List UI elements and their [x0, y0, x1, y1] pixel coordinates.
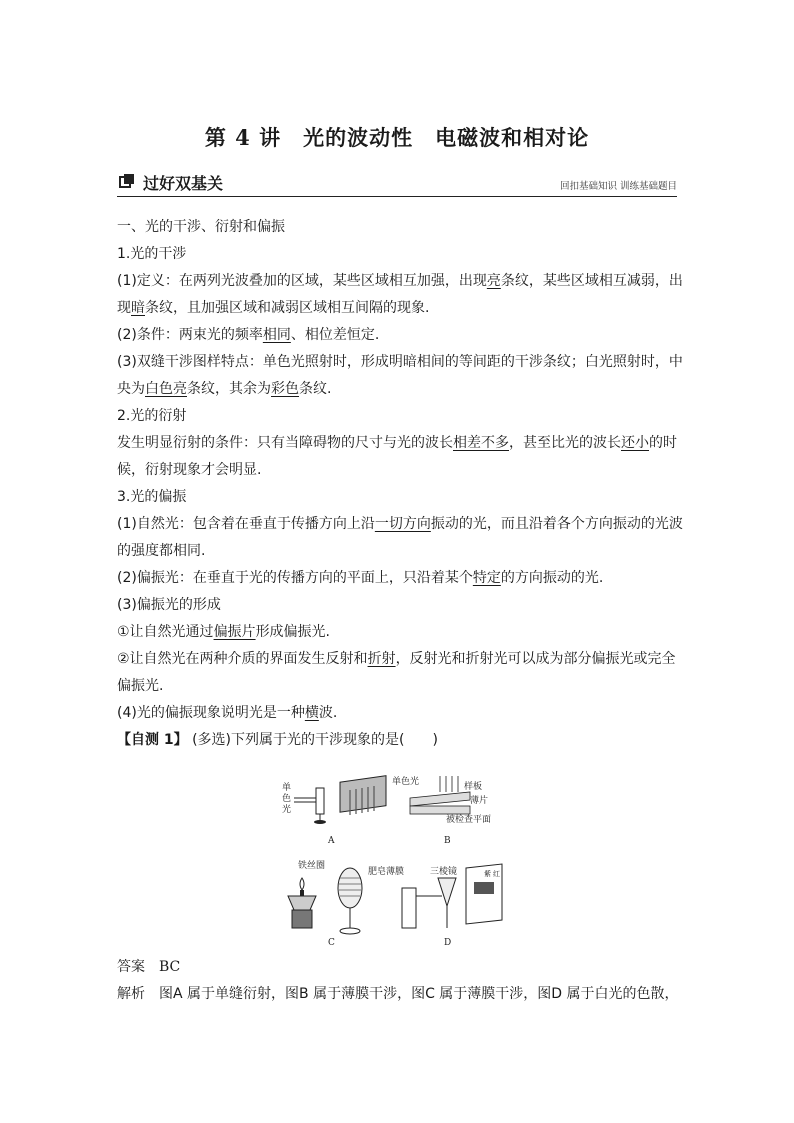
section-label: 过好双基关: [143, 174, 224, 193]
figure-c: [288, 859, 404, 948]
figure-a-light-1: 单: [282, 783, 292, 793]
s3-p5-line2: 偏振光.: [117, 678, 164, 694]
figure-d-spectrum-violet: 紫: [484, 870, 491, 878]
s3-p5-line1: ②让自然光在两种介质的界面发生反射和折射，反射光和折射光可以成为部分偏振光或完全: [117, 651, 676, 667]
figure-a: [282, 776, 386, 846]
s3-p2: (2)偏振光：在垂直于光的传播方向的平面上，只沿着某个特定的方向振动的光.: [117, 570, 604, 586]
figure-a-light-2: 色: [282, 794, 292, 804]
figure-c-film: 肥皂薄膜: [368, 867, 405, 877]
question-figure: [270, 770, 540, 950]
question: [117, 730, 438, 750]
figure-c-ring: 铁丝圈: [298, 861, 326, 871]
figure-b: [392, 775, 491, 846]
s3-p3: (3)偏振光的形成: [117, 597, 221, 613]
figure-a-label: A: [328, 836, 335, 846]
s1-p2: (2)条件：两束光的频率相同、相位差恒定.: [117, 327, 380, 343]
section-icon: [119, 173, 135, 189]
s2-title: 2.光的衍射: [117, 408, 187, 424]
s1-p3-line2: 央为白色亮条纹，其余为彩色条纹.: [117, 381, 332, 397]
question-tag: 【自测 1】: [117, 732, 188, 748]
figure-b-label: B: [444, 836, 451, 846]
s1-p3-line1: (3)双缝干涉图样特点：单色光照射时，形成明暗相间的等间距的干涉条纹；白光照射时，中: [117, 354, 683, 370]
s3-p1-line1: (1)自然光：包含着在垂直于传播方向上沿一切方向振动的光，而且沿着各个方向振动的光波: [117, 516, 683, 532]
figure-d: [402, 864, 502, 948]
figure-b-plate: 样板: [464, 782, 483, 792]
section-header: [117, 170, 677, 197]
answer: 答案 BC: [117, 959, 181, 975]
figure-c-label: C: [328, 938, 335, 948]
s1-p1-line1: (1)定义：在两列光波叠加的区域，某些区域相互加强，出现亮条纹，某些区域相互减弱，出: [117, 273, 683, 289]
s3-p6: (4)光的偏振现象说明光是一种横波.: [117, 705, 338, 721]
s1-title: 1.光的干涉: [117, 246, 187, 262]
question-text: (多选)下列属于光的干涉现象的是( ): [192, 732, 438, 748]
figure-d-prism: 三棱镜: [430, 867, 458, 877]
heading-interference-diffraction-polarization: 一、光的干涉、衍射和偏振: [117, 219, 285, 235]
analysis: 解析 图A 属于单缝衍射，图B 属于薄膜干涉，图C 属于薄膜干涉，图D 属于白光的色散，: [117, 986, 679, 1002]
page-title: 第 4 讲 光的波动性 电磁波和相对论: [204, 125, 590, 150]
figure-a-light-3: 光: [282, 805, 292, 815]
figure-b-film: 薄片: [470, 796, 489, 806]
s3-p1-line2: 的强度都相同.: [117, 543, 206, 559]
section-subtitle: 回扣基础知识 训练基础题目: [559, 181, 677, 192]
figure-d-spectrum-red: 红: [493, 870, 500, 878]
s1-p1-line2: 现暗条纹，且加强区域和减弱区域相互间隔的现象.: [117, 300, 430, 316]
s2-p-line2: 候，衍射现象才会明显.: [117, 462, 262, 478]
s3-title: 3.光的偏振: [117, 489, 187, 505]
figure-d-label: D: [444, 938, 452, 948]
s3-p4: ①让自然光通过偏振片形成偏振光.: [117, 624, 331, 640]
figure-b-surface: 被检查平面: [446, 815, 492, 825]
figure-b-light: 单色光: [392, 777, 420, 787]
s2-p-line1: 发生明显衍射的条件：只有当障碍物的尺寸与光的波长相差不多，甚至比光的波长还小的时: [117, 435, 677, 451]
